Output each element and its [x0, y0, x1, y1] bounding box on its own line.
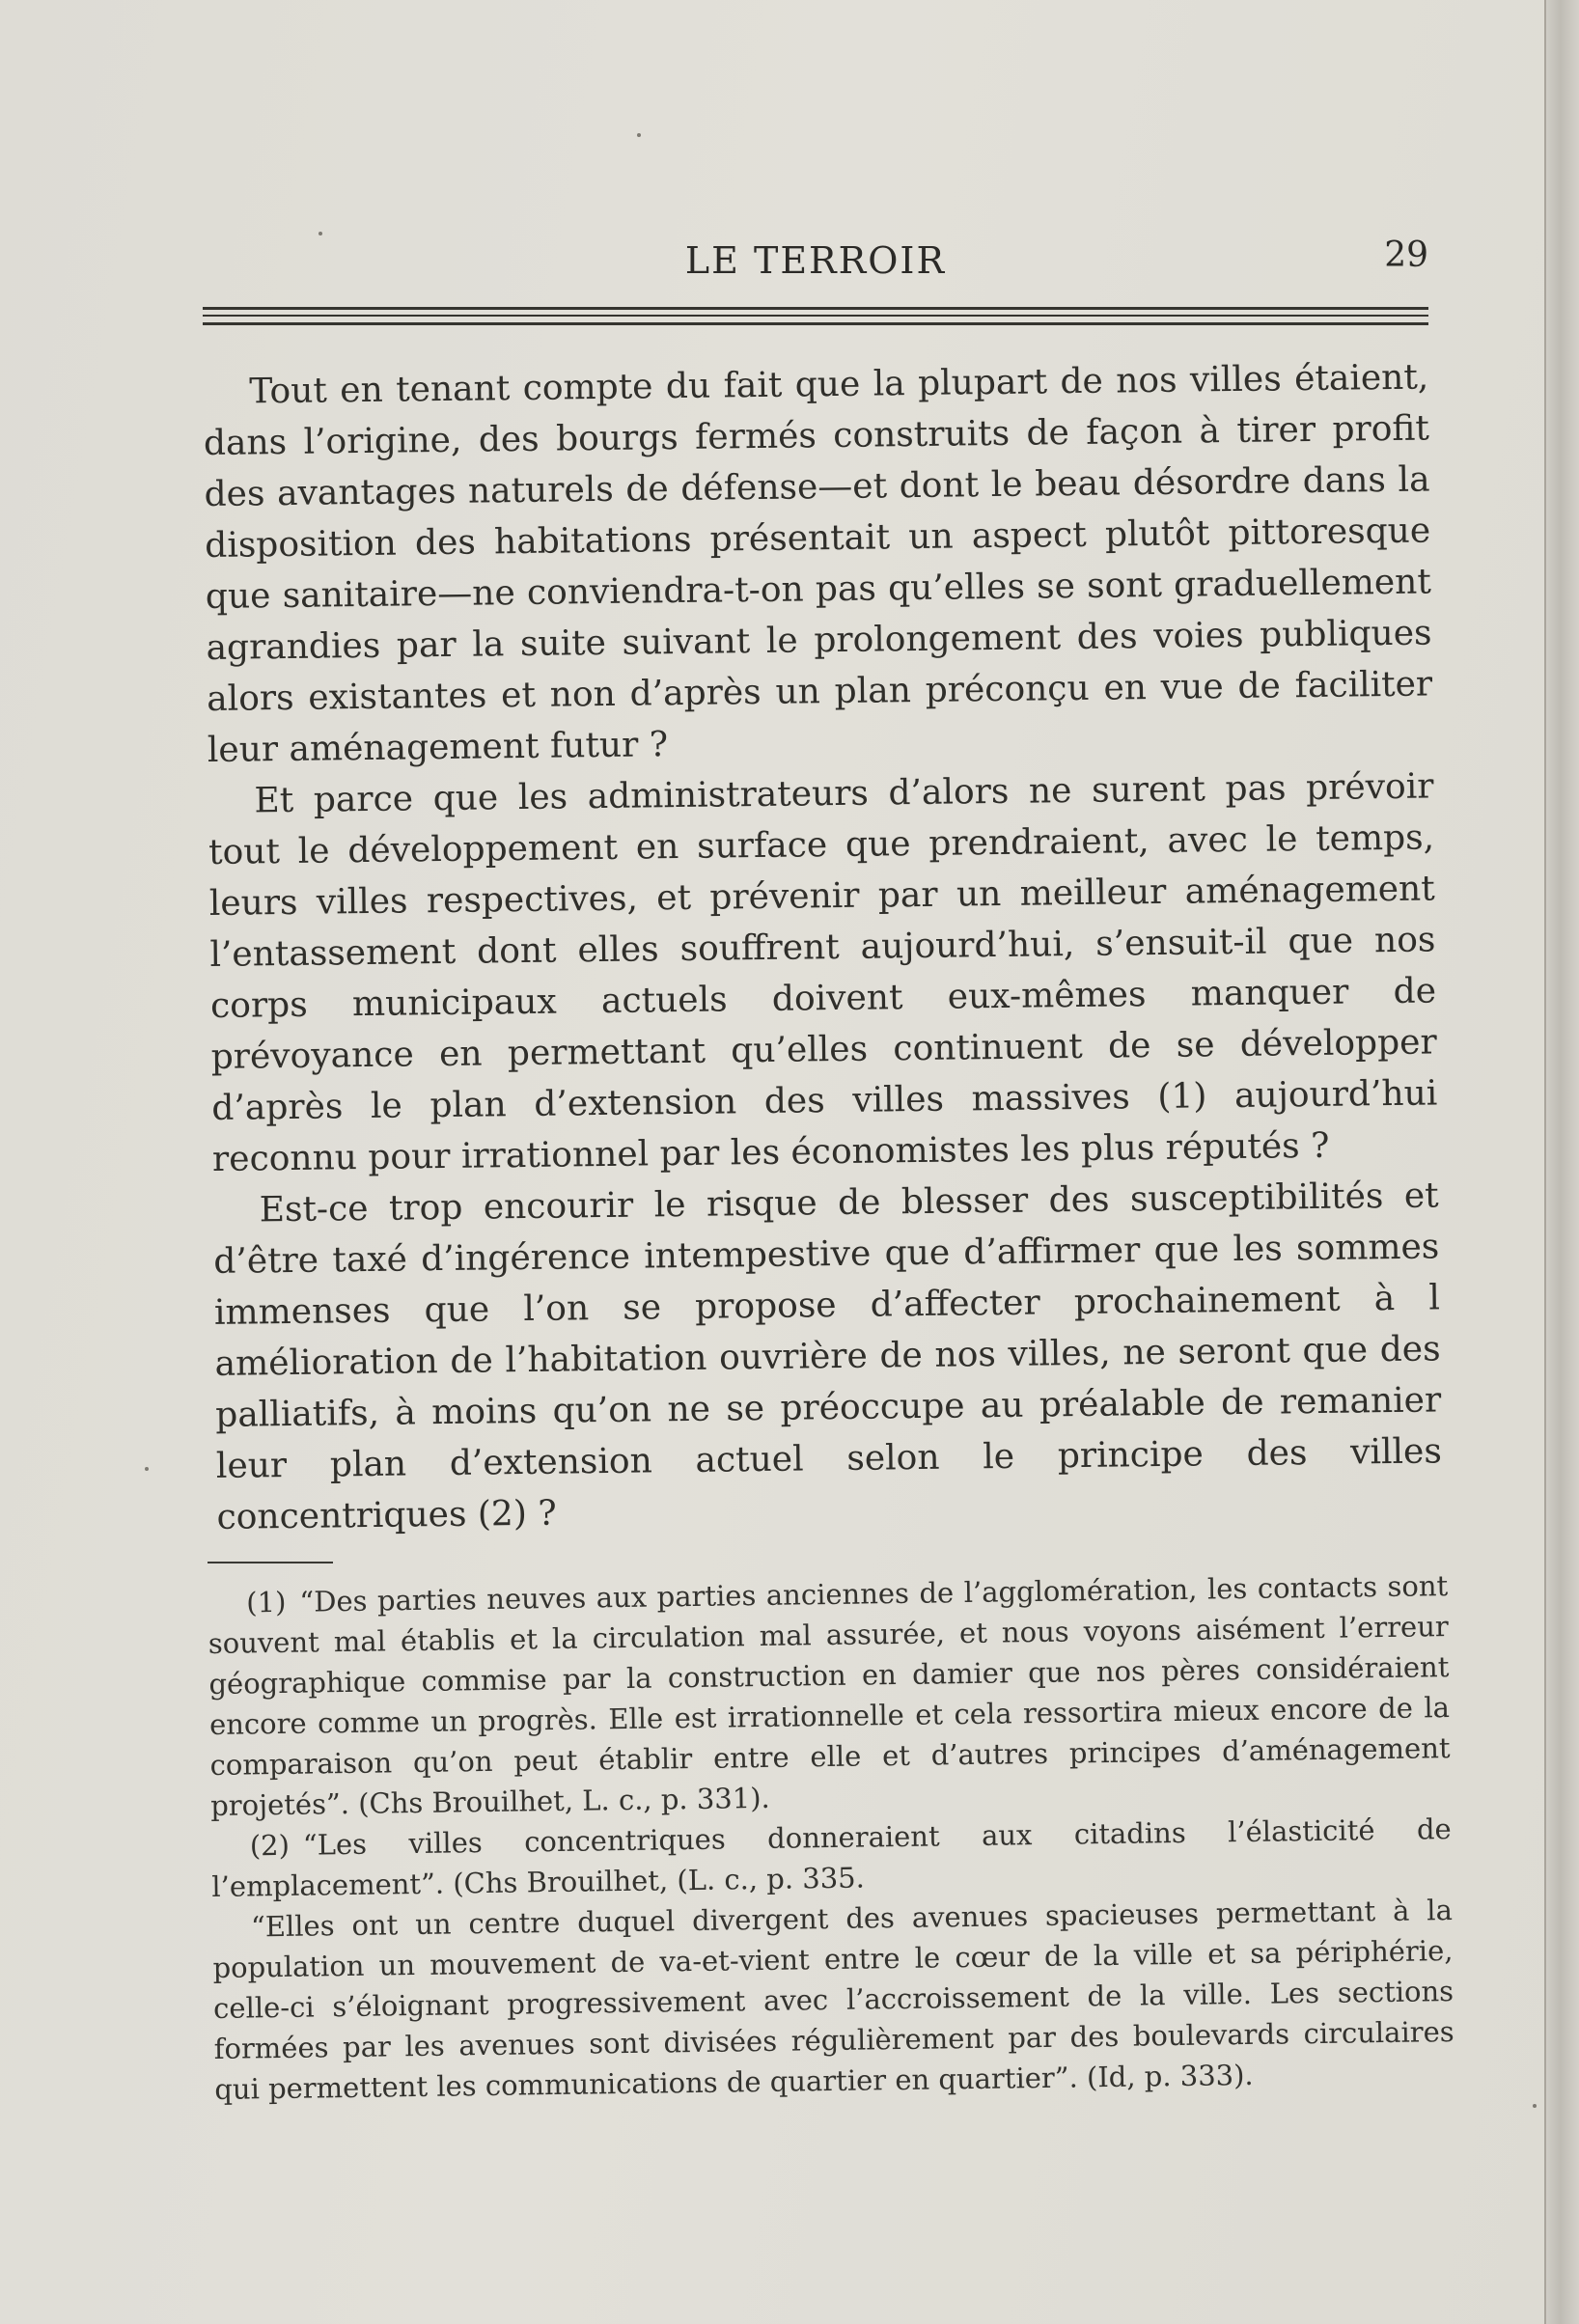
footnote-text: “Les villes concentriques donneraient aux citadins l’élasticité de l’emplacement”. (Chs Brouilhet, (L. c., p. 335. — [211, 1812, 1452, 1903]
header-rule-line — [203, 307, 1428, 310]
header-rule-line — [203, 322, 1428, 325]
page-header — [203, 232, 1428, 290]
header-rule-line — [203, 315, 1428, 317]
page-number: 29 — [1384, 235, 1428, 275]
footnote — [212, 1890, 1455, 2110]
body-paragraph: Et parce que les administrateurs d’alors ne surent pas prévoir tout le développement en surface que prendraient, avec le temps, leurs villes respectives, et prévenir par un meilleur aménagement l’entassement dont elles souffrent aujourd’hui, s’ensuit-il que nos corps municipaux actuels doivent eux-mêmes manquer de prévoyance en permettant qu’elles continuent de se développer d’après le plan d’extension des villes massives (1) aujourd’hui reconnu pour irrationnel par les économistes les plus réputés ? — [208, 766, 1438, 1179]
footnote-separator — [208, 1562, 333, 1563]
page-edge — [1544, 0, 1579, 2324]
body-paragraph: Est-ce trop encourir le risque de blesser des susceptibilités et d’être taxé d’ingérence intempestive que d’affirmer que les sommes immenses que l’on se propose d’affecter prochainement à l amélioration de l’habitation ouvrière de nos villes, ne seront que des palliatifs, à moins qu’on ne se préoccupe au préalable de remanier leur plan d’extension actuel selon le principe des villes concentriques (2) ? — [213, 1176, 1443, 1537]
paper-speck — [1533, 2104, 1537, 2108]
body-text — [203, 351, 1443, 1542]
running-title: LE TERROIR — [684, 239, 947, 282]
footnote-text: “Des parties neuves aux parties anciennes de l’agglomération, les contacts sont souvent mal établis et la circulation mal assurée, et nous voyons aisément l’erreur géographique commise par la construction en damier que nos pères considéraient encore comme un progrès. Elle est irrationnelle et cela ressortira mieux encore de la comparaison qu’on peut établir entre elle et d’autres principes d’aménagement projetés”. (Chs Brouilhet, L. c., p. 331). — [208, 1569, 1451, 1822]
header-rule — [203, 301, 1428, 330]
footnotes — [208, 1565, 1454, 2110]
footnote — [208, 1565, 1451, 1826]
body-paragraph: Tout en tenant compte du fait que la plupart de nos villes étaient, dans l’origine, des bourgs fermés construits de façon à tirer profit des avantages naturels de défense—et dont le beau désordre dans la disposition des habitations présentait un aspect plutôt pittoresque que sanitaire—ne conviendra-t-on pas qu’elles se sont graduellement agrandies par la suite suivant le prolongement des voies publiques alors existantes et non d’après un plan préconçu en vue de faciliter leur aménagement futur ? — [203, 357, 1433, 770]
paper-speck — [319, 232, 322, 235]
paper-speck — [145, 1467, 149, 1471]
paper-speck — [637, 133, 641, 137]
footnote-marker: (2) — [249, 1828, 291, 1863]
footnote-marker: (1) — [246, 1585, 287, 1619]
footnote-text: “Elles ont un centre duquel divergent des avenues spacieuses permettant à la population un mouvement de va-et-vient entre le cœur de la ville et sa périphérie, celle-ci s’éloignant progressivement avec l’accroissement de la ville. Les sections formées par les avenues sont divisées régulièrement par des boulevards circulaires qui permettent les communications de quartier en quartier”. (Id, p. 333). — [212, 1894, 1454, 2106]
